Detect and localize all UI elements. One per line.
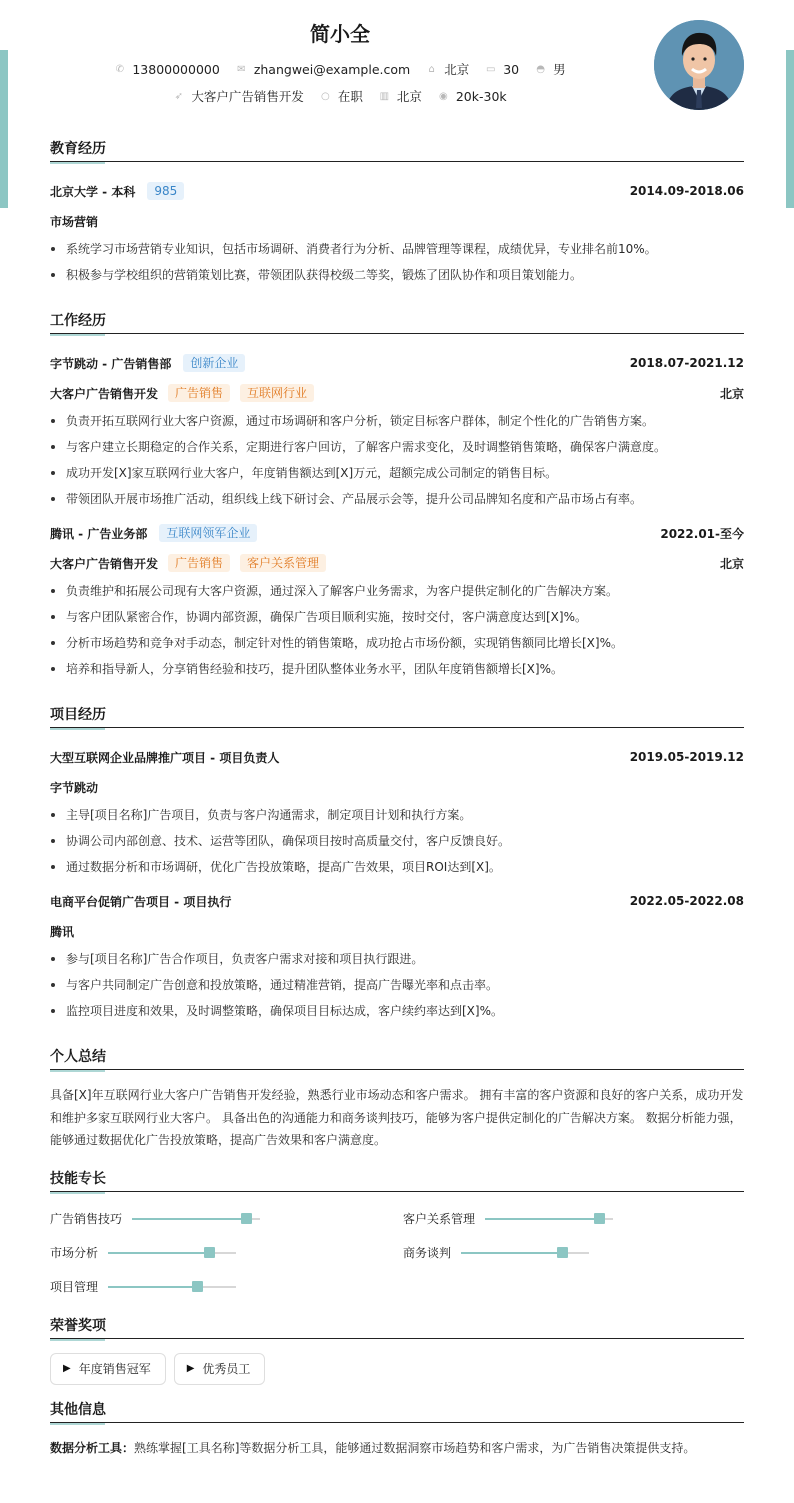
phone-info <box>114 62 219 77</box>
hometown-value: 北京 <box>444 62 470 77</box>
role-tag: 广告销售 <box>168 554 230 572</box>
project-date: 2019.05-2019.12 <box>629 750 744 764</box>
school-name: 北京大学 - 本科 <box>50 184 136 199</box>
list-item: 协调公司内部创意、技术、运营等团队，确保项目按时高质量交付，客户反馈良好。 <box>50 828 744 854</box>
section-title-projects: 项目经历 <box>50 704 744 728</box>
award-label: 年度销售冠军 <box>78 1362 151 1376</box>
list-item: 系统学习市场营销专业知识，包括市场调研、消费者行为分析、品牌管理等课程，成绩优异，专业排名前10%。 <box>50 236 744 262</box>
skill-knob-icon <box>192 1281 203 1292</box>
resume-body <box>50 138 744 1461</box>
job-intent-row <box>0 87 680 105</box>
salary-value: 20k-30k <box>455 88 507 104</box>
work-bullets <box>50 408 744 512</box>
list-item: 带领团队开展市场推广活动，组织线上线下研讨会、产品展示会等，提升公司品牌知名度和产品市场占有率。 <box>50 486 744 512</box>
list-item: 负责维护和拓展公司现有大客户资源，通过深入了解客户业务需求，为客户提供定制化的广告解决方案。 <box>50 578 744 604</box>
section-title-skills: 技能专长 <box>50 1168 744 1192</box>
target-position-value: 大客户广告销售开发 <box>191 89 304 104</box>
skill-knob-icon <box>241 1213 252 1224</box>
skill-label: 项目管理 <box>50 1280 99 1294</box>
other-info-label: 数据分析工具： <box>50 1440 135 1455</box>
role-tag: 互联网行业 <box>240 384 314 402</box>
candidate-name: 简小全 <box>310 22 370 46</box>
other-section <box>50 1399 744 1461</box>
contact-row <box>0 60 680 78</box>
skill-item <box>50 1277 403 1297</box>
gender-value: 男 <box>553 62 566 77</box>
phone-icon: ✆ <box>115 63 125 75</box>
target-position-info <box>173 87 304 105</box>
skills-section <box>50 1168 744 1307</box>
gender-info <box>535 60 566 78</box>
company-name: 腾讯 - 广告业务部 <box>50 526 148 541</box>
work-bullets <box>50 578 744 682</box>
target-city-value: 北京 <box>396 89 422 104</box>
skill-item <box>50 1209 403 1229</box>
skill-bar <box>132 1218 260 1220</box>
section-title-other: 其他信息 <box>50 1399 744 1423</box>
skill-label: 广告销售技巧 <box>50 1212 123 1226</box>
project-bullets <box>50 946 744 1024</box>
age-value: 30 <box>503 61 520 77</box>
work-date: 2022.01-至今 <box>660 526 744 541</box>
role-tag: 客户关系管理 <box>240 554 326 572</box>
building-icon: ▥ <box>379 90 390 102</box>
project-name-row <box>50 886 744 916</box>
email-value: zhangwei@example.com <box>253 61 411 77</box>
list-item: 与客户共同制定广告创意和投放策略，通过精准营销，提高广告曝光率和点击率。 <box>50 972 744 998</box>
work-role-row <box>50 548 744 578</box>
skill-item <box>50 1243 403 1263</box>
skill-label: 商务谈判 <box>403 1246 452 1260</box>
award-label: 优秀员工 <box>202 1362 251 1376</box>
summary-section <box>50 1046 744 1152</box>
age-info <box>485 62 519 77</box>
project-bullets <box>50 802 744 880</box>
section-title-education: 教育经历 <box>50 138 744 162</box>
work-location: 北京 <box>719 556 744 571</box>
resume-header <box>0 0 794 130</box>
projects-section <box>50 704 744 1024</box>
list-item: 主导[项目名称]广告项目，负责与客户沟通需求，制定项目计划和执行方案。 <box>50 802 744 828</box>
mail-icon: ✉ <box>237 63 246 75</box>
awards-section <box>50 1315 744 1397</box>
status-icon: ○ <box>320 90 330 102</box>
list-item: 培养和指导新人，分享销售经验和技巧，提升团队整体业务水平，团队年度销售额增长[X]%。 <box>50 656 744 682</box>
gender-icon: ◓ <box>536 63 545 75</box>
role-tag: 广告销售 <box>168 384 230 402</box>
project-org-row <box>50 772 744 802</box>
skill-knob-icon <box>594 1213 605 1224</box>
work-role-row <box>50 378 744 408</box>
project-name-row <box>50 742 744 772</box>
awards-list <box>50 1339 744 1397</box>
triangle-right-icon: ▶ <box>63 1363 71 1374</box>
salary-info <box>438 89 507 104</box>
work-company-row <box>50 348 744 378</box>
project-org: 字节跳动 <box>50 780 99 795</box>
age-icon: ▭ <box>485 63 496 75</box>
project-date: 2022.05-2022.08 <box>629 894 744 908</box>
phone-value: 13800000000 <box>132 61 220 77</box>
other-info-item <box>50 1423 744 1461</box>
education-school-row <box>50 176 744 206</box>
list-item: 监控项目进度和效果，及时调整策略，确保项目目标达成，客户续约率达到[X]%。 <box>50 998 744 1024</box>
list-item: 与客户建立长期稳定的合作关系，定期进行客户回访，了解客户需求变化，及时调整销售策略，确保客户满意度。 <box>50 434 744 460</box>
skill-label: 客户关系管理 <box>403 1212 476 1226</box>
education-date: 2014.09-2018.06 <box>629 184 744 198</box>
work-date: 2018.07-2021.12 <box>629 356 744 370</box>
section-title-awards: 荣誉奖项 <box>50 1315 744 1339</box>
skill-label: 市场分析 <box>50 1246 99 1260</box>
skill-bar <box>461 1252 589 1254</box>
other-info-text: 熟练掌握[工具名称]等数据分析工具，能够通过数据洞察市场趋势和客户需求，为广告销售决策提供支持。 <box>134 1440 696 1455</box>
skill-bar <box>485 1218 613 1220</box>
skills-grid <box>50 1192 744 1307</box>
list-item: 积极参与学校组织的营销策划比赛，带领团队获得校级二等奖，锻炼了团队协作和项目策划能力。 <box>50 262 744 288</box>
company-tag: 互联网领军企业 <box>159 524 257 542</box>
list-item: 分析市场趋势和竞争对手动态，制定针对性的销售策略，成功抢占市场份额，实现销售额同比增长[X]%。 <box>50 630 744 656</box>
avatar-portrait-icon <box>654 20 744 110</box>
hometown-info <box>426 60 469 78</box>
skill-item <box>403 1209 744 1229</box>
award-item[interactable] <box>174 1353 266 1385</box>
role-name: 大客户广告销售开发 <box>50 556 159 571</box>
education-bullets <box>50 236 744 288</box>
triangle-right-icon: ▶ <box>186 1363 195 1374</box>
award-item[interactable] <box>50 1353 166 1385</box>
list-item: 参与[项目名称]广告合作项目，负责客户需求对接和项目执行跟进。 <box>50 946 744 972</box>
salary-icon: ◉ <box>438 90 448 102</box>
list-item: 与客户团队紧密合作，协调内部资源，确保广告项目顺利实施，按时交付，客户满意度达到[X]%。 <box>50 604 744 630</box>
education-section <box>50 138 744 288</box>
skill-bar <box>108 1286 236 1288</box>
list-item: 负责开拓互联网行业大客户资源，通过市场调研和客户分析，锁定目标客户群体，制定个性化的广告销售方案。 <box>50 408 744 434</box>
home-icon: ⌂ <box>428 63 435 75</box>
section-title-summary: 个人总结 <box>50 1046 744 1070</box>
work-section <box>50 310 744 682</box>
project-org: 腾讯 <box>50 924 75 939</box>
section-title-work: 工作经历 <box>50 310 744 334</box>
project-org-row <box>50 916 744 946</box>
list-item: 成功开发[X]家互联网行业大客户，年度销售额达到[X]万元，超额完成公司制定的销售目标。 <box>50 460 744 486</box>
project-name: 大型互联网企业品牌推广项目 - 项目负责人 <box>50 750 280 765</box>
skill-knob-icon <box>557 1247 568 1258</box>
skill-item <box>403 1243 744 1263</box>
project-name: 电商平台促销广告项目 - 项目执行 <box>50 894 232 909</box>
list-item: 通过数据分析和市场调研，优化广告投放策略，提高广告效果，项目ROI达到[X]。 <box>50 854 744 880</box>
work-location: 北京 <box>719 386 744 401</box>
skill-bar <box>108 1252 236 1254</box>
role-name: 大客户广告销售开发 <box>50 386 159 401</box>
job-status-info <box>320 87 363 105</box>
target-city-info <box>379 87 422 105</box>
email-info <box>236 62 410 77</box>
summary-text: 具备[X]年互联网行业大客户广告销售开发经验，熟悉行业市场动态和客户需求。 拥有丰富的客户资源和良好的客户关系，成功开发和维护多家互联网行业大客户。 具备出色的沟通能力和商务谈判技巧，能够为客户提供定制化的广告解决方案。 数据分析能力强，能够通过数据优化广告投放策略，提高广告效果和客户满意度。 <box>50 1088 744 1147</box>
education-major-row <box>50 206 744 236</box>
send-icon: ➶ <box>174 90 183 102</box>
work-company-row <box>50 518 744 548</box>
company-name: 字节跳动 - 广告销售部 <box>50 356 172 371</box>
company-tag: 创新企业 <box>183 354 245 372</box>
avatar <box>654 20 744 110</box>
skill-knob-icon <box>204 1247 215 1258</box>
major-name: 市场营销 <box>50 214 99 229</box>
job-status-value: 在职 <box>337 89 363 104</box>
school-tag: 985 <box>147 182 184 200</box>
